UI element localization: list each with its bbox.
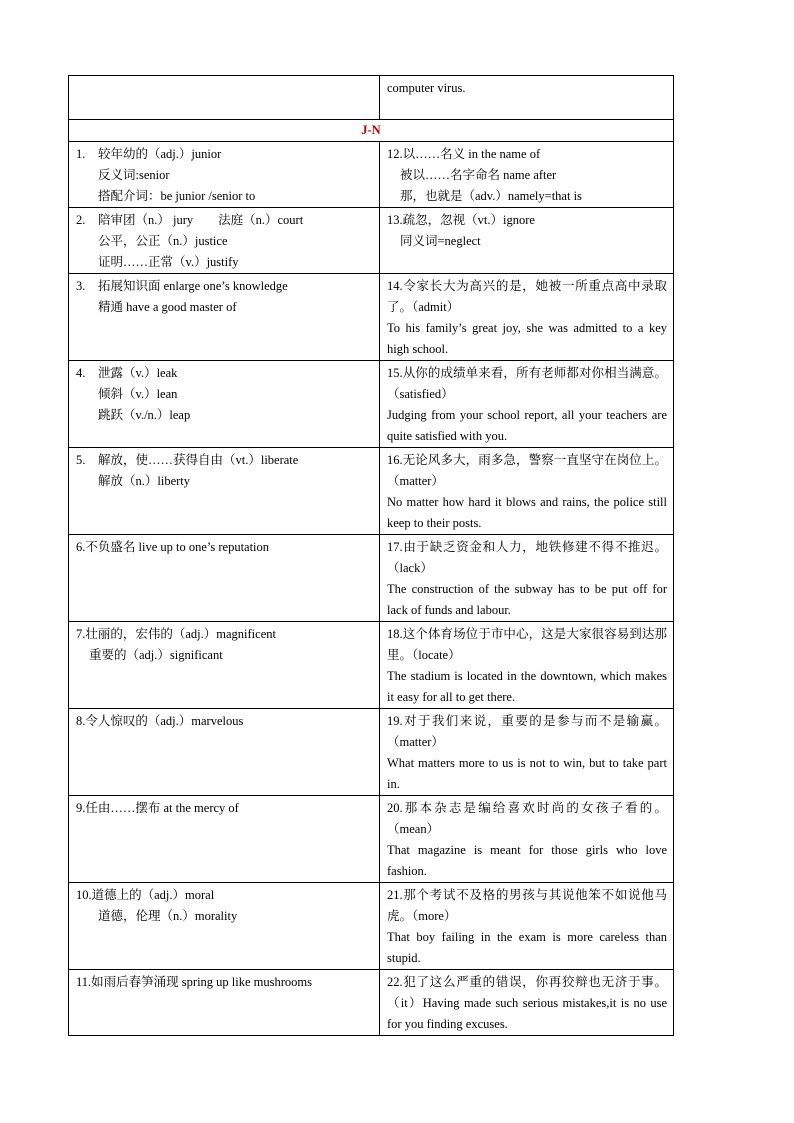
cell-text: 搭配介词：be junior /senior to <box>98 189 256 203</box>
cell-text: 12.以……名义 in the name of <box>387 147 541 161</box>
table-cell <box>69 970 380 1036</box>
vocabulary-table <box>68 75 674 1036</box>
cell-text: 拓展知识面 enlarge one’s knowledge <box>98 279 288 293</box>
table-cell <box>69 361 380 448</box>
table-row <box>69 142 674 208</box>
cell-text: 解放，使……获得自由（vt.）liberate <box>98 453 299 467</box>
table-cell <box>69 76 380 120</box>
table-cell <box>380 709 674 796</box>
cell-text: No matter how hard it blows and rains, the police still keep to their posts. <box>387 495 667 530</box>
cell-text: What matters more to us is not to win, but to take part in. <box>387 756 667 791</box>
cell-text: 道德，伦理（n.）morality <box>98 909 238 923</box>
table-row <box>69 535 674 622</box>
cell-text: 被以……名字命名 name after <box>400 168 557 182</box>
cell-text: computer virus. <box>387 81 466 95</box>
cell-text: 15.从你的成绩单来看，所有老师都对你相当满意。（satisfied） <box>387 366 667 401</box>
cell-text: 10.道德上的（adj.）moral <box>76 888 215 902</box>
cell-text: 21.那个考试不及格的男孩与其说他笨不如说他马虎。（more） <box>387 888 667 923</box>
cell-text: 11.如雨后春笋涌现 spring up like mushrooms <box>76 975 312 989</box>
cell-text: The stadium is located in the downtown, which makes it easy for all to get there. <box>387 669 667 704</box>
cell-text: The construction of the subway has to be put off for lack of funds and labour. <box>387 582 667 617</box>
cell-text: That magazine is meant for those girls who love fashion. <box>387 843 667 878</box>
cell-text: 陪审团（n.） jury 法庭（n.）court <box>98 213 304 227</box>
cell-text: 16.无论风多大，雨多急，警察一直坚守在岗位上。（matter） <box>387 453 667 488</box>
section-heading: J-N <box>69 120 674 142</box>
cell-text: 重要的（adj.）significant <box>89 648 223 662</box>
cell-text: 那，也就是（adv.）namely=that is <box>400 189 582 203</box>
table-cell <box>380 274 674 361</box>
table-cell <box>380 970 674 1036</box>
table-row <box>69 448 674 535</box>
cell-text: 证明……正常（v.）justify <box>98 255 239 269</box>
cell-text: 14.令家长大为高兴的是，她被一所重点高中录取了。（admit） <box>387 279 667 314</box>
table-row <box>69 622 674 709</box>
cell-text: 跳跃（v./n.）leap <box>98 408 191 422</box>
table-cell <box>69 448 380 535</box>
cell-text: 6.不负盛名 live up to one’s reputation <box>76 540 270 554</box>
item-number: 1. <box>76 147 86 161</box>
table-cell <box>69 709 380 796</box>
cell-text: 9.任由……摆布 at the mercy of <box>76 801 239 815</box>
item-number: 5. <box>76 453 86 467</box>
table-row <box>69 361 674 448</box>
cell-text: 13.疏忽，忽视（vt.）ignore <box>387 213 535 227</box>
cell-text: 泄露（v.）leak <box>98 366 178 380</box>
cell-text: 19.对于我们来说，重要的是参与而不是输赢。（matter） <box>387 714 667 749</box>
table-cell <box>380 361 674 448</box>
cell-text: 22.犯了这么严重的错误，你再狡辩也无济于事。（it）Having made such serious mistakes,it is no use for you finding excuses. <box>387 975 667 1031</box>
cell-text: 8.令人惊叹的（adj.）marvelous <box>76 714 244 728</box>
table-cell <box>69 622 380 709</box>
table-row <box>69 970 674 1036</box>
table-cell <box>69 274 380 361</box>
table-row <box>69 208 674 274</box>
cell-text: 公平，公正（n.）justice <box>98 234 228 248</box>
cell-text: 反义词:senior <box>98 168 170 182</box>
cell-text: 同义词=neglect <box>400 234 481 248</box>
cell-text: 倾斜（v.）lean <box>98 387 178 401</box>
table-cell <box>380 535 674 622</box>
table-cell <box>380 208 674 274</box>
table-row <box>69 274 674 361</box>
table-row <box>69 76 674 120</box>
item-number: 2. <box>76 213 86 227</box>
cell-text: To his family’s great joy, she was admitted to a key high school. <box>387 321 667 356</box>
cell-text: 精通 have a good master of <box>98 300 237 314</box>
table-cell <box>380 796 674 883</box>
cell-text: That boy failing in the exam is more careless than stupid. <box>387 930 667 965</box>
table-cell <box>380 142 674 208</box>
table-cell <box>380 448 674 535</box>
table-row <box>69 709 674 796</box>
item-number: 4. <box>76 366 86 380</box>
table-row <box>69 796 674 883</box>
table-cell <box>69 535 380 622</box>
table-cell <box>69 142 380 208</box>
cell-text: 7.壮丽的，宏伟的（adj.）magnificent <box>76 627 276 641</box>
table-cell <box>380 76 674 120</box>
table-cell <box>69 883 380 970</box>
table-row <box>69 883 674 970</box>
item-number: 3. <box>76 279 86 293</box>
cell-text: 解放（n.）liberty <box>98 474 191 488</box>
section-heading-row <box>69 120 674 142</box>
cell-text: Judging from your school report, all your teachers are quite satisfied with you. <box>387 408 667 443</box>
table-cell <box>380 883 674 970</box>
cell-text: 17.由于缺乏资金和人力，地铁修建不得不推迟。（lack） <box>387 540 667 575</box>
cell-text: 较年幼的（adj.）junior <box>98 147 222 161</box>
table-cell <box>69 208 380 274</box>
table-cell <box>69 796 380 883</box>
table-cell <box>380 622 674 709</box>
cell-text: 18.这个体育场位于市中心，这是大家很容易到达那里。（locate） <box>387 627 667 662</box>
cell-text: 20.那本杂志是编给喜欢时尚的女孩子看的。（mean） <box>387 801 667 836</box>
